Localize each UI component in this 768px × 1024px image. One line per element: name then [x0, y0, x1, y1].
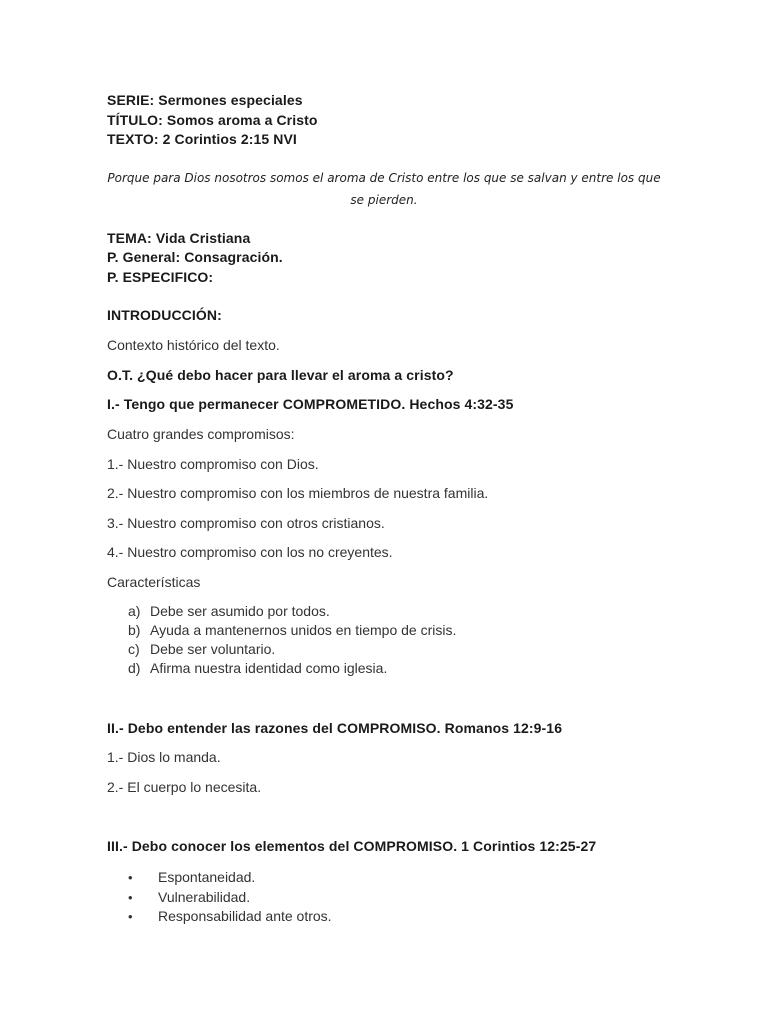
characteristic-item [107, 659, 387, 677]
proposito-general-line: P. General: Consagración. [107, 249, 283, 265]
introduccion-heading: INTRODUCCIÓN: [107, 307, 222, 323]
bullet-item [107, 868, 255, 887]
tema-line: TEMA: Vida Cristiana [107, 230, 251, 246]
bullet-icon: • [128, 890, 133, 905]
list-item: 1.- Dios lo manda. [107, 749, 221, 765]
list-marker: d) [128, 660, 141, 676]
scripture-quote [100, 167, 668, 211]
list-item-text: Debe ser asumido por todos. [150, 603, 330, 619]
serie-line: SERIE: Sermones especiales [107, 92, 303, 108]
section-1-heading: I.- Tengo que permanecer COMPROMETIDO. Hechos 4:32-35 [107, 396, 514, 412]
characteristic-item [107, 621, 456, 639]
list-item: 1.- Nuestro compromiso con Dios. [107, 456, 319, 472]
list-marker: c) [128, 641, 140, 657]
bullet-item [107, 907, 332, 926]
list-item-text: Vulnerabilidad. [158, 889, 251, 905]
proposito-especifico-line: P. ESPECIFICO: [107, 269, 214, 285]
context-line: Contexto histórico del texto. [107, 337, 280, 353]
bullet-icon: • [128, 870, 133, 885]
bullet-icon: • [128, 909, 133, 924]
objetivo-line: O.T. ¿Qué debo hacer para llevar el aroma a cristo? [107, 367, 454, 383]
list-item: 3.- Nuestro compromiso con otros cristianos. [107, 515, 385, 531]
section-1-subheading: Cuatro grandes compromisos: [107, 426, 295, 442]
characteristics-label: Características [107, 574, 201, 590]
list-marker: b) [128, 622, 141, 638]
list-item-text: Debe ser voluntario. [150, 641, 276, 657]
quote-line-1: Porque para Dios nosotros somos el aroma de Cristo entre los que se salvan y entre los que [107, 171, 661, 185]
list-marker: a) [128, 603, 141, 619]
list-item-text: Responsabilidad ante otros. [158, 908, 332, 924]
characteristic-item [107, 640, 275, 658]
list-item-text: Ayuda a mantenernos unidos en tiempo de crisis. [150, 622, 457, 638]
titulo-line: TÍTULO: Somos aroma a Cristo [107, 112, 318, 128]
list-item: 2.- Nuestro compromiso con los miembros de nuestra familia. [107, 485, 489, 501]
characteristic-item [107, 602, 330, 620]
list-item: 4.- Nuestro compromiso con los no creyentes. [107, 544, 393, 560]
quote-line-2: se pierden. [350, 193, 418, 207]
texto-line: TEXTO: 2 Corintios 2:15 NVI [107, 131, 297, 147]
section-2-heading: II.- Debo entender las razones del COMPROMISO. Romanos 12:9-16 [107, 720, 563, 736]
bullet-item [107, 888, 250, 907]
section-3-heading: III.- Debo conocer los elementos del COMPROMISO. 1 Corintios 12:25-27 [107, 838, 597, 854]
list-item-text: Espontaneidad. [158, 869, 256, 885]
list-item-text: Afirma nuestra identidad como iglesia. [150, 660, 388, 676]
list-item: 2.- El cuerpo lo necesita. [107, 779, 262, 795]
